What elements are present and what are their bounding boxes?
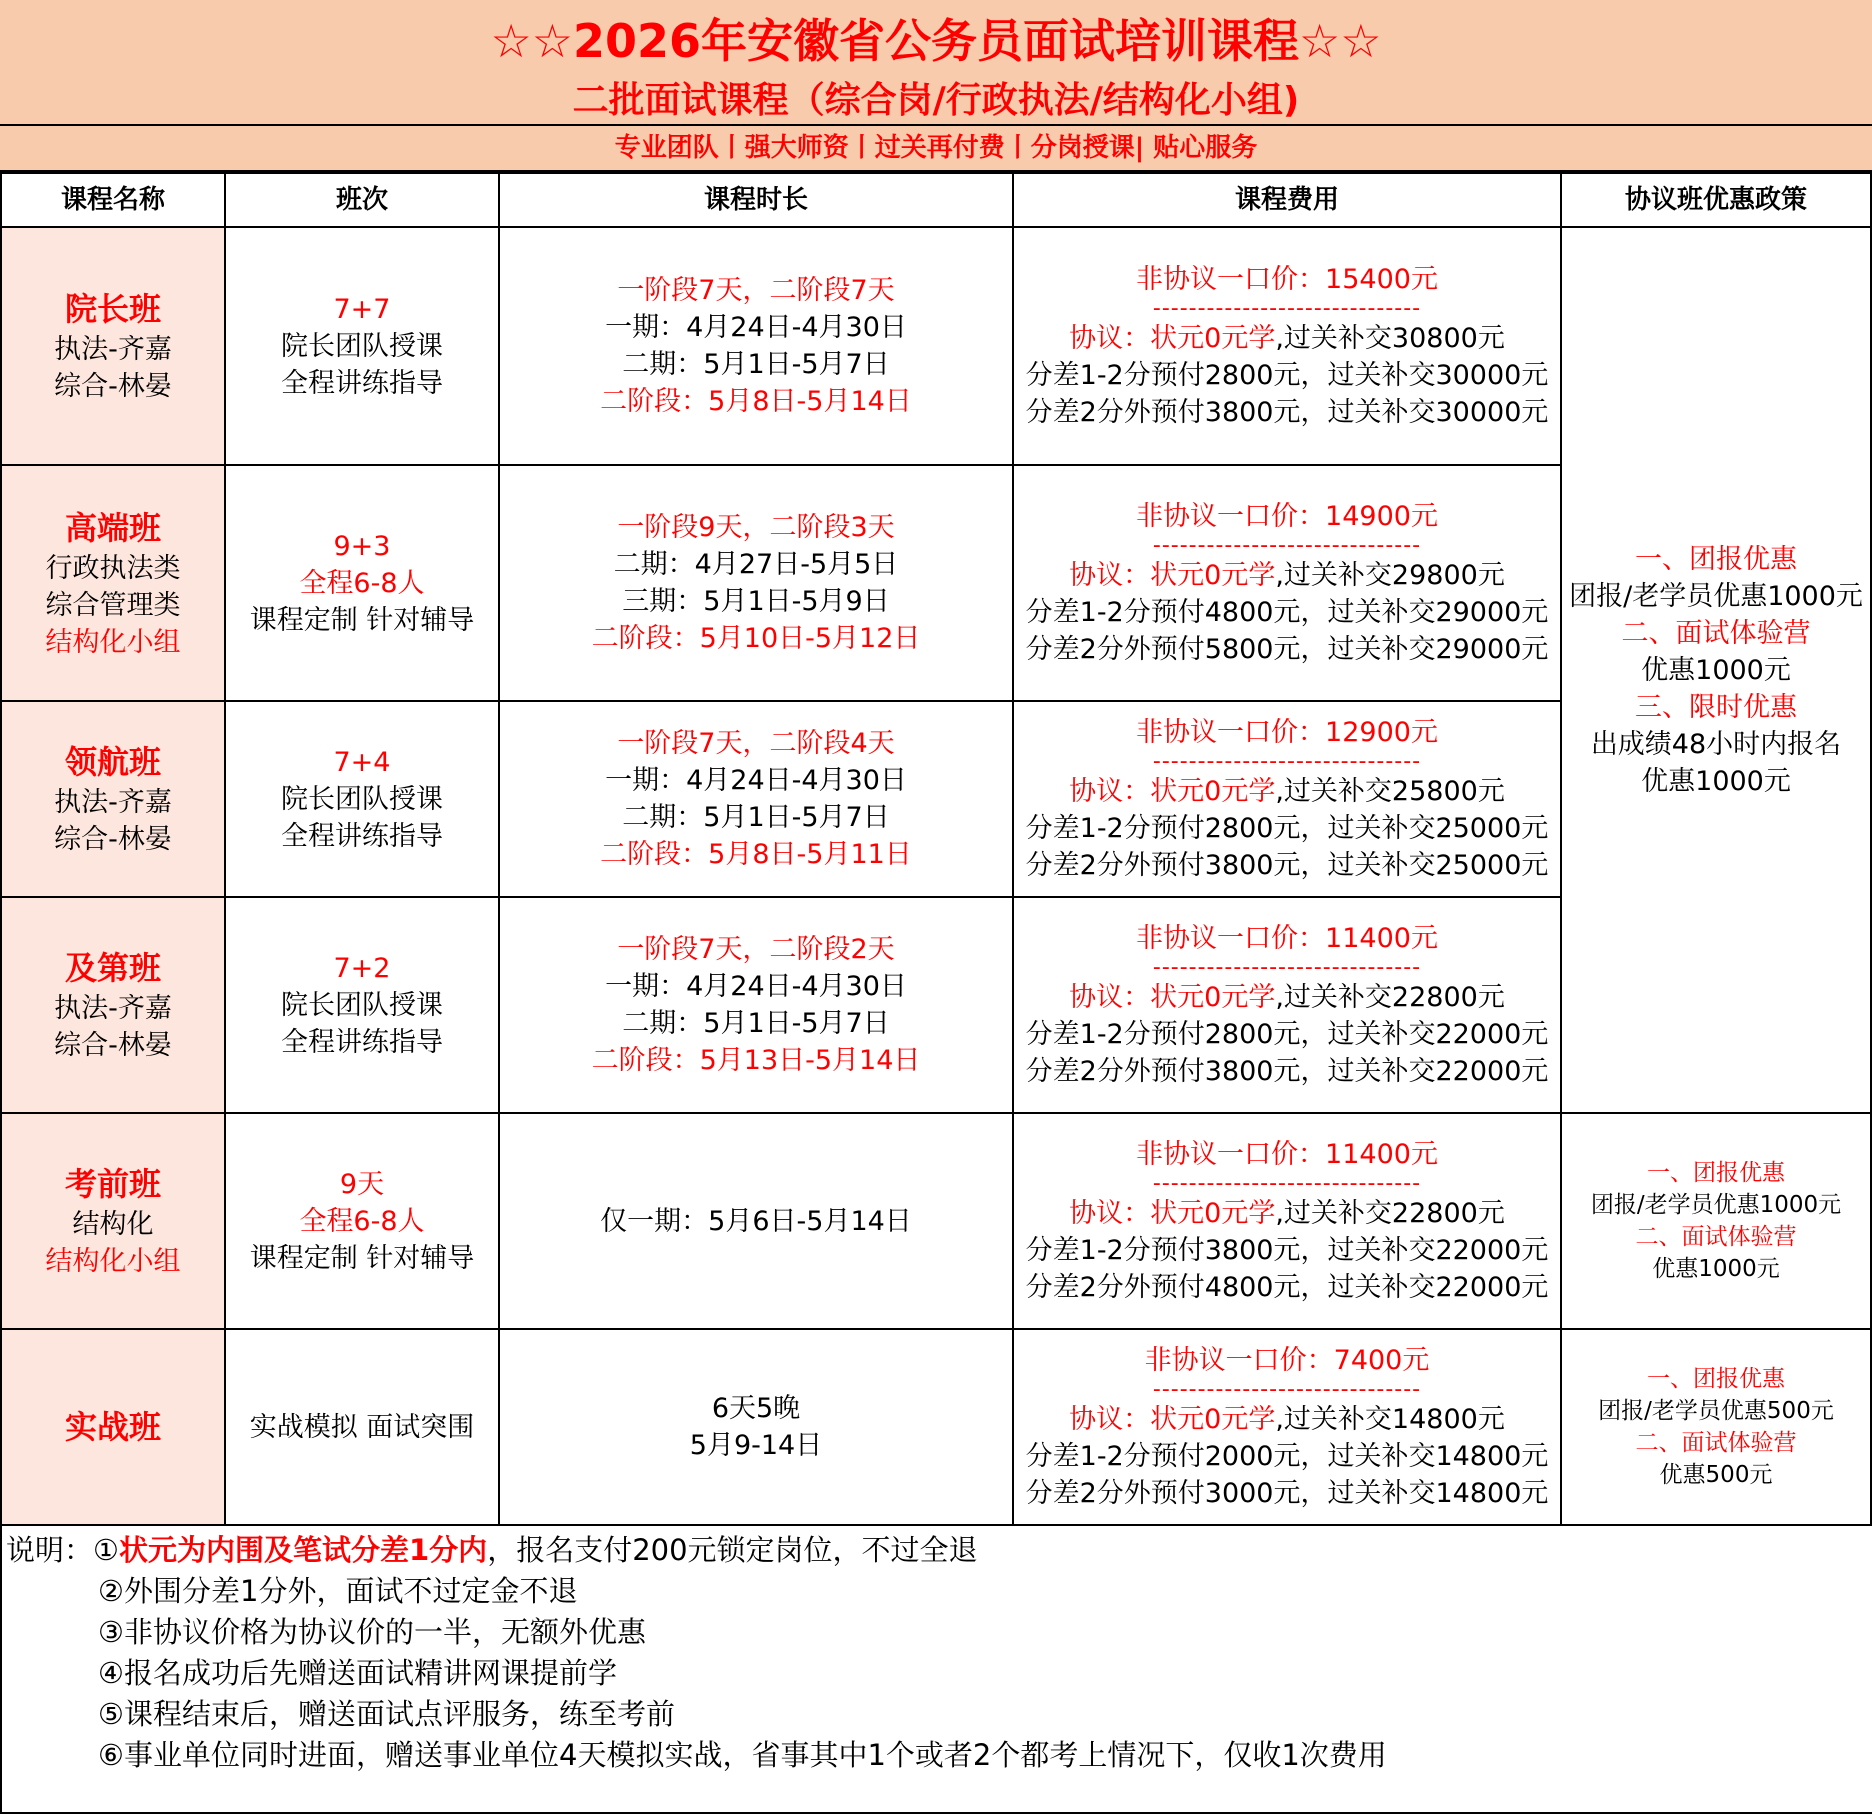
course-track: 结构化小组 xyxy=(45,1246,181,1277)
policy-text: 团报/老学员优惠1000元 xyxy=(1569,580,1863,612)
duration-period: 5月9-14日 xyxy=(689,1430,823,1461)
poster-title: ☆☆2026年安徽省公务员面试培训课程☆☆ xyxy=(490,14,1382,68)
col-header-name: 课程名称 xyxy=(1,173,225,227)
fee-cell xyxy=(1013,1113,1561,1329)
duration-stage2: 二阶段：5月8日-5月11日 xyxy=(600,839,912,870)
policy-heading: 三、限时优惠 xyxy=(1635,691,1797,723)
fee-tier: 分差1-2分预付2800元，过关补交25000元 xyxy=(1025,813,1549,844)
fee-protocol-rest: ,过关补交29800元 xyxy=(1275,560,1505,591)
course-track: 综合管理类 xyxy=(45,589,181,621)
class-size: 全程6-8人 xyxy=(299,1205,425,1237)
poster-header xyxy=(0,0,1872,126)
course-track: 行政执法类 xyxy=(45,552,181,584)
fee-protocol-rest: ,过关补交25800元 xyxy=(1275,776,1505,807)
policy-cell xyxy=(1561,1113,1871,1329)
table-header-row xyxy=(1,173,1871,227)
fee-divider: ------------------------------ xyxy=(1152,1171,1422,1196)
duration-period: 二期：5月1日-5月7日 xyxy=(622,802,890,833)
duration-period: 仅一期：5月6日-5月14日 xyxy=(600,1205,912,1237)
poster-subtitle: 二批面试课程（综合岗/行政执法/结构化小组) xyxy=(572,80,1300,121)
duration-cell xyxy=(499,1113,1013,1329)
course-name: 及第班 xyxy=(64,949,161,987)
note-emphasis: 状元为内围及笔试分差1分内 xyxy=(119,1533,488,1567)
course-track: 结构化小组 xyxy=(45,626,181,658)
note-item: ②外围分差1分外，面试不过定金不退 xyxy=(98,1574,578,1608)
duration-period: 三期：5月1日-5月9日 xyxy=(622,586,890,617)
fee-tier: 分差1-2分预付3800元，过关补交22000元 xyxy=(1025,1235,1549,1266)
duration-cell xyxy=(499,897,1013,1113)
duration-period: 一期：4月24日-4月30日 xyxy=(605,765,907,796)
fee-protocol xyxy=(1014,1195,1560,1232)
class-format: 7+7 xyxy=(333,293,391,325)
class-desc: 全程讲练指导 xyxy=(281,820,443,852)
class-desc: 实战模拟 面试突围 xyxy=(249,1411,475,1443)
fee-protocol xyxy=(1014,320,1560,357)
class-cell xyxy=(225,227,499,465)
fee-protocol-label: 协议：状元0元学 xyxy=(1069,1198,1276,1229)
col-header-duration: 课程时长 xyxy=(499,173,1013,227)
col-header-fee: 课程费用 xyxy=(1013,173,1561,227)
notes-section xyxy=(0,1526,1872,1814)
duration-stages: 一阶段9天，二阶段3天 xyxy=(617,512,895,543)
duration-period: 二期：5月1日-5月7日 xyxy=(622,1008,890,1039)
fee-protocol-rest: ,过关补交14800元 xyxy=(1275,1404,1505,1435)
course-name: 高端班 xyxy=(64,508,161,547)
col-header-policy: 协议班优惠政策 xyxy=(1561,173,1871,227)
fee-protocol-rest: ,过关补交30800元 xyxy=(1275,323,1505,354)
course-name-cell xyxy=(1,701,225,897)
fee-protocol-rest: ,过关补交22800元 xyxy=(1275,982,1505,1013)
duration-stage2: 二阶段：5月10日-5月12日 xyxy=(591,623,921,654)
policy-text: 团报/老学员优惠500元 xyxy=(1598,1398,1834,1424)
course-teacher: 执法-齐嘉 xyxy=(54,334,172,365)
class-desc: 院长团队授课 xyxy=(281,783,443,815)
policy-cell xyxy=(1561,1329,1871,1525)
class-format: 7+2 xyxy=(333,952,391,984)
policy-heading: 一、团报优惠 xyxy=(1647,1366,1785,1392)
policy-text: 优惠1000元 xyxy=(1652,1256,1780,1282)
note-item: ③非协议价格为协议价的一半，无额外优惠 xyxy=(98,1615,646,1649)
fee-divider: ------------------------------ xyxy=(1152,533,1422,558)
course-teacher: 综合-林晏 xyxy=(54,824,172,855)
policy-text: 出成绩48小时内报名 xyxy=(1590,728,1842,760)
fee-divider: ------------------------------ xyxy=(1152,749,1422,774)
fee-price: 非协议一口价：14900元 xyxy=(1136,501,1438,532)
note-text: ，报名支付200元锁定岗位，不过全退 xyxy=(487,1533,978,1567)
duration-cell xyxy=(499,227,1013,465)
policy-text: 优惠1000元 xyxy=(1641,654,1791,686)
fee-tier: 分差2分外预付5800元，过关补交29000元 xyxy=(1025,634,1549,665)
fee-protocol xyxy=(1014,1401,1560,1438)
class-format: 9天 xyxy=(339,1168,385,1200)
fee-price: 非协议一口价：11400元 xyxy=(1136,1139,1438,1170)
col-header-class: 班次 xyxy=(225,173,499,227)
note-item xyxy=(6,1530,1872,1571)
fee-price: 非协议一口价：11400元 xyxy=(1136,923,1438,954)
class-cell xyxy=(225,1113,499,1329)
policy-heading: 一、团报优惠 xyxy=(1635,543,1797,575)
class-cell xyxy=(225,1329,499,1525)
fee-cell xyxy=(1013,465,1561,701)
course-track: 结构化 xyxy=(72,1209,154,1240)
course-teacher: 综合-林晏 xyxy=(54,371,172,402)
policy-cell xyxy=(1561,227,1871,1113)
fee-cell xyxy=(1013,1329,1561,1525)
fee-tier: 分差2分外预付3800元，过关补交30000元 xyxy=(1025,397,1549,428)
note-prefix: 说明：① xyxy=(6,1533,119,1567)
fee-tier: 分差1-2分预付4800元，过关补交29000元 xyxy=(1025,597,1549,628)
course-name: 实战班 xyxy=(64,1408,161,1446)
duration-cell xyxy=(499,1329,1013,1525)
fee-tier: 分差2分外预付3000元，过关补交14800元 xyxy=(1025,1478,1549,1509)
course-name-cell xyxy=(1,1329,225,1525)
fee-price: 非协议一口价：15400元 xyxy=(1136,264,1438,295)
fee-protocol xyxy=(1014,557,1560,594)
fee-tier: 分差1-2分预付2800元，过关补交30000元 xyxy=(1025,360,1549,391)
fee-divider: ------------------------------ xyxy=(1152,296,1422,321)
fee-protocol-label: 协议：状元0元学 xyxy=(1069,323,1276,354)
class-format: 7+4 xyxy=(333,746,391,778)
table-row xyxy=(1,1329,1871,1525)
course-name-cell xyxy=(1,1113,225,1329)
fee-protocol-rest: ,过关补交22800元 xyxy=(1275,1198,1505,1229)
slogan-bar: 专业团队丨强大师资丨过关再付费丨分岗授课| 贴心服务 xyxy=(0,126,1872,172)
fee-cell xyxy=(1013,897,1561,1113)
policy-heading: 二、面试体验营 xyxy=(1621,617,1811,649)
duration-stages: 一阶段7天，二阶段4天 xyxy=(617,728,895,759)
fee-protocol-label: 协议：状元0元学 xyxy=(1069,776,1276,807)
fee-price: 非协议一口价：12900元 xyxy=(1136,717,1438,748)
class-desc: 课程定制 针对辅导 xyxy=(249,1242,475,1274)
policy-heading: 二、面试体验营 xyxy=(1635,1224,1797,1250)
class-format: 9+3 xyxy=(333,530,391,562)
duration-period: 一期：4月24日-4月30日 xyxy=(605,312,907,343)
duration-cell xyxy=(499,701,1013,897)
fee-divider: ------------------------------ xyxy=(1152,955,1422,980)
duration-cell xyxy=(499,465,1013,701)
course-teacher: 执法-齐嘉 xyxy=(54,993,172,1024)
note-item: ⑤课程结束后，赠送面试点评服务，练至考前 xyxy=(98,1697,675,1731)
note-item: ⑥事业单位同时进面，赠送事业单位4天模拟实战，省事其中1个或者2个都考上情况下，仅收1次费用 xyxy=(98,1738,1387,1772)
class-cell xyxy=(225,701,499,897)
class-desc: 全程讲练指导 xyxy=(281,367,443,399)
note-item: ④报名成功后先赠送面试精讲网课提前学 xyxy=(98,1656,617,1690)
course-name-cell xyxy=(1,227,225,465)
course-name: 领航班 xyxy=(64,743,161,781)
duration-period: 二期：4月27日-5月5日 xyxy=(613,549,899,580)
class-desc: 院长团队授课 xyxy=(281,989,443,1021)
policy-text: 优惠500元 xyxy=(1659,1462,1773,1488)
course-name: 考前班 xyxy=(64,1165,161,1203)
duration-stage2: 二阶段：5月8日-5月14日 xyxy=(600,386,912,417)
fee-tier: 分差2分外预付3800元，过关补交25000元 xyxy=(1025,850,1549,881)
fee-protocol xyxy=(1014,773,1560,810)
duration-period: 6天5晚 xyxy=(711,1393,801,1424)
table-row xyxy=(1,1113,1871,1329)
fee-tier: 分差1-2分预付2000元，过关补交14800元 xyxy=(1025,1441,1549,1472)
duration-stages: 一阶段7天，二阶段2天 xyxy=(617,934,895,965)
class-desc: 院长团队授课 xyxy=(281,330,443,362)
fee-cell xyxy=(1013,701,1561,897)
policy-heading: 二、面试体验营 xyxy=(1635,1430,1797,1456)
fee-tier: 分差2分外预付3800元，过关补交22000元 xyxy=(1025,1056,1549,1087)
duration-stages: 一阶段7天，二阶段7天 xyxy=(617,275,895,306)
policy-text: 团报/老学员优惠1000元 xyxy=(1590,1192,1842,1218)
course-teacher: 综合-林晏 xyxy=(54,1030,172,1061)
course-table xyxy=(0,172,1872,1526)
policy-text: 优惠1000元 xyxy=(1641,765,1791,797)
fee-tier: 分差1-2分预付2800元，过关补交22000元 xyxy=(1025,1019,1549,1050)
course-name: 院长班 xyxy=(64,290,161,328)
course-name-cell xyxy=(1,465,225,701)
fee-price: 非协议一口价：7400元 xyxy=(1144,1345,1430,1376)
class-cell xyxy=(225,465,499,701)
fee-cell xyxy=(1013,227,1561,465)
class-size: 全程6-8人 xyxy=(299,567,425,599)
fee-protocol-label: 协议：状元0元学 xyxy=(1069,982,1276,1013)
fee-protocol xyxy=(1014,979,1560,1016)
policy-heading: 一、团报优惠 xyxy=(1647,1160,1785,1186)
fee-tier: 分差2分外预付4800元，过关补交22000元 xyxy=(1025,1272,1549,1303)
fee-protocol-label: 协议：状元0元学 xyxy=(1069,560,1276,591)
duration-period: 一期：4月24日-4月30日 xyxy=(605,971,907,1002)
class-desc: 课程定制 针对辅导 xyxy=(249,604,475,636)
class-cell xyxy=(225,897,499,1113)
duration-period: 二期：5月1日-5月7日 xyxy=(622,349,890,380)
course-teacher: 执法-齐嘉 xyxy=(54,787,172,818)
class-desc: 全程讲练指导 xyxy=(281,1026,443,1058)
fee-divider: ------------------------------ xyxy=(1152,1377,1422,1402)
table-row xyxy=(1,227,1871,465)
course-name-cell xyxy=(1,897,225,1113)
duration-stage2: 二阶段：5月13日-5月14日 xyxy=(591,1045,921,1076)
fee-protocol-label: 协议：状元0元学 xyxy=(1069,1404,1276,1435)
